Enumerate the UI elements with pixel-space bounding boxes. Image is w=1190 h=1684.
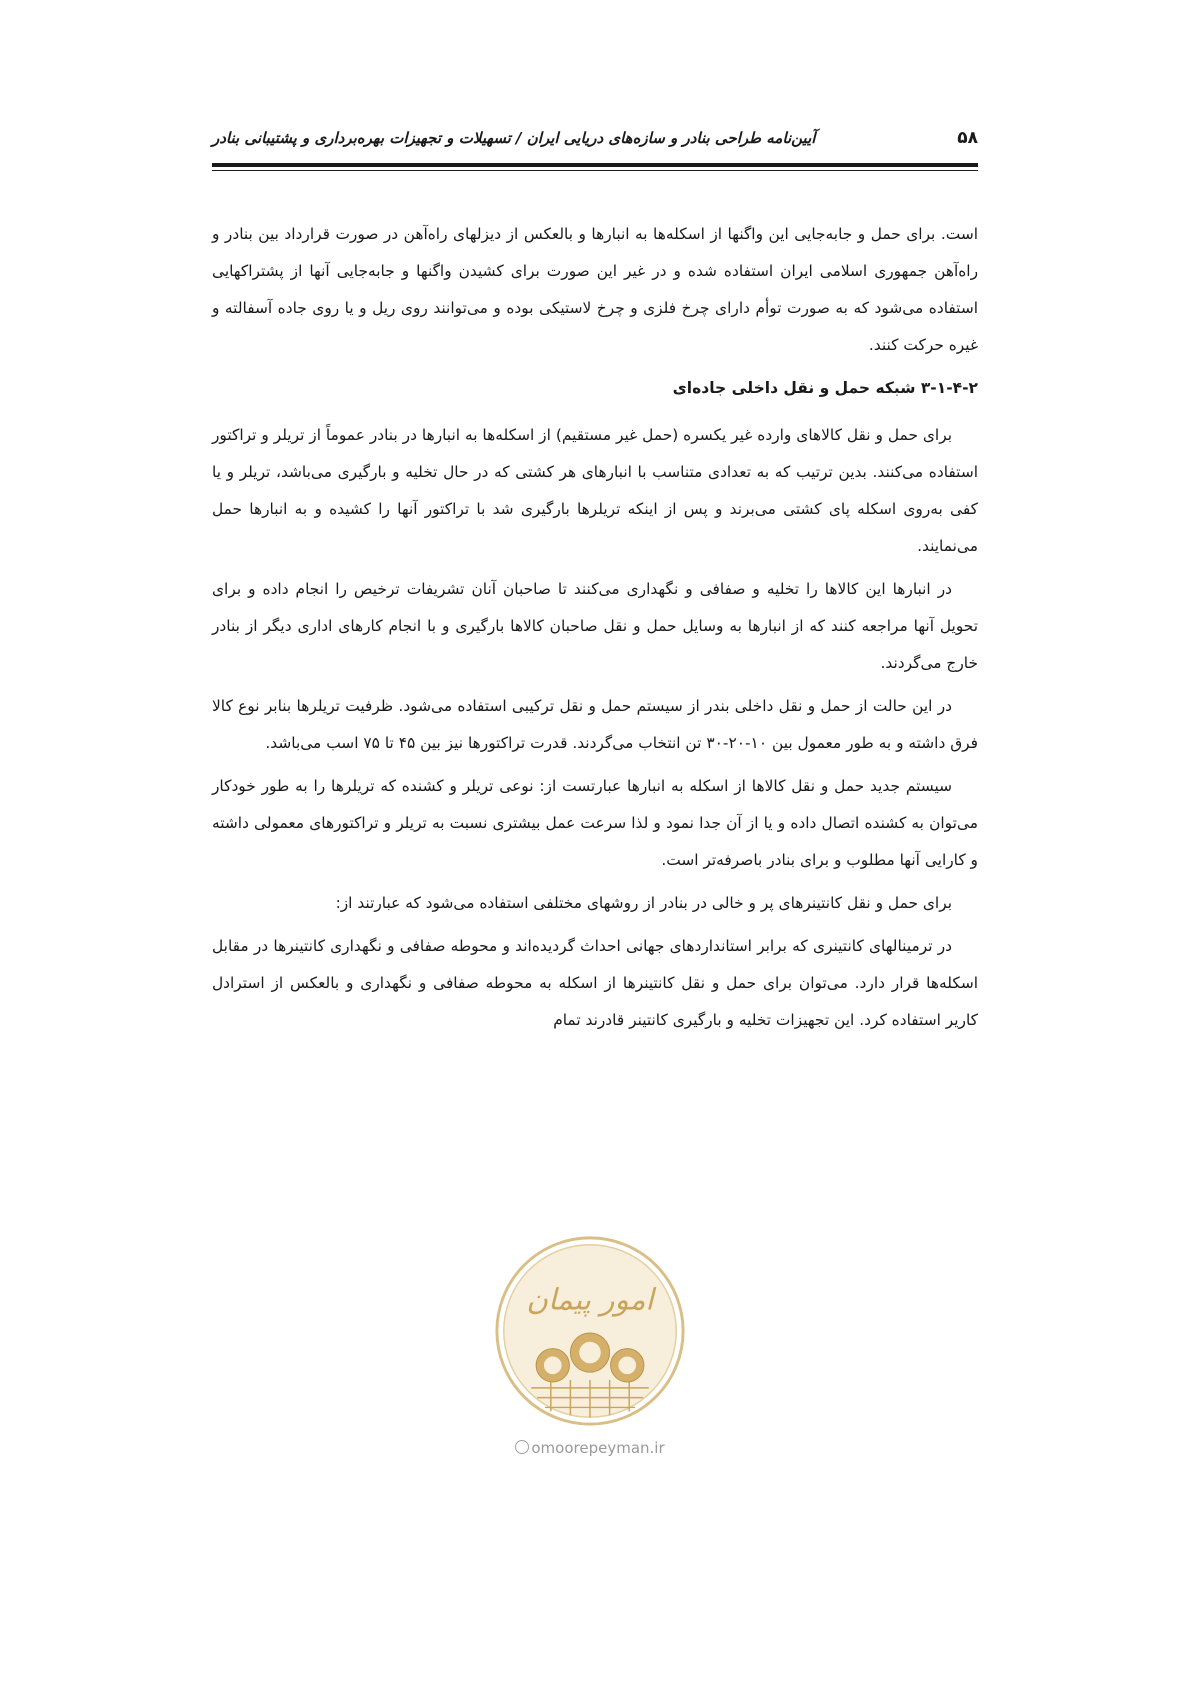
watermark-url-text: omoorepeyman.ir — [531, 1439, 665, 1457]
body-text — [212, 216, 978, 1045]
paragraph-3: در انبارها این کالاها را تخلیه و صفافی و نگهداری می‌کنند تا صاحبان آنان تشریفات ترخیص را انجام داده و برای تحویل آنها مراجعه کنند که از انبارها به وسایل حمل و نقل صاحبان کالاها بارگیری و با انجام کارهای اداری دیگر از بنادر خارج می‌گردند. — [212, 580, 978, 672]
header-rule-thin — [212, 170, 978, 171]
at-sign-icon — [515, 1440, 529, 1454]
paragraph-7: در ترمینالهای کانتینری که برابر استانداردهای جهانی احداث گردیده‌اند و محوطه صفافی و نگهداری کانتینرها در مقابل اسکله‌ها قرار دارد. می‌توان برای حمل و نقل کانتینرها از اسکله به محوطه صفافی و نگهداری و بالعکس از استرادل کاریر استفاده کرد. این تجهیزات تخلیه و بارگیری کانتینر قادرند تمام — [212, 937, 978, 1029]
paragraph-2: برای حمل و نقل کالاهای وارده غیر یکسره (حمل غیر مستقیم) از اسکله‌ها به انبارها در بنادر عموماً از تریلر و تراکتور استفاده می‌کنند. بدین ترتیب که به تعدادی متناسب با انبارهای هر کشتی که در حال تخلیه و بارگیری می‌باشد، تریلر و یا کفی به‌روی اسکله پای کشتی می‌برند و پس از اینکه تریلرها بارگیری شد با تراکتور آنها را کشیده و به انبارها حمل می‌نمایند. — [212, 426, 978, 555]
header-rule-thick — [212, 163, 978, 167]
paragraph-1: است. برای حمل و جابه‌جایی این واگنها از اسکله‌ها به انبارها و بالعکس از دیزلهای راه‌آهن در صورت قرارداد بین بنادر و راه‌آهن جمهوری اسلامی ایران استفاده شده و در غیر این صورت برای کشیدن واگنها و جابه‌جایی آنها از پشتراکهایی استفاده می‌شود که به صورت توأم دارای چرخ فلزی و چرخ لاستیکی بوده و می‌توانند روی ریل و یا روی جاده آسفالته و غیره حرکت کنند. — [212, 225, 978, 354]
omoore-peyman-logo-icon — [492, 1233, 688, 1429]
paragraph-4: در این حالت از حمل و نقل داخلی بندر از سیستم حمل و نقل ترکیبی استفاده می‌شود. ظرفیت تریلرها بنابر نوع کالا فرق داشته و به طور معمول بین ۱۰-۲۰-۳۰ تن انتخاب می‌گردند. قدرت تراکتورها نیز بین ۴۵ تا ۷۵ اسب می‌باشد. — [212, 697, 978, 752]
watermark-url — [440, 1439, 740, 1457]
logo-text: امور پیمان — [526, 1282, 654, 1317]
paragraph-5: سیستم جدید حمل و نقل کالاها از اسکله به انبارها عبارتست از: نوعی تریلر و کشنده که تریلرها را به طور خودکار می‌توان به کشنده اتصال داده و یا از آن جدا نمود و لذا سرعت عمل بیشتری نسبت به تریلر و تراکتورهای معمولی داشته و کارایی آنها مطلوب و برای بنادر باصرفه‌تر است. — [212, 777, 978, 869]
page-number: ۵۸ — [957, 128, 978, 148]
running-title: آیین‌نامه طراحی بنادر و سازه‌های دریایی ایران / تسهیلات و تجهیزات بهره‌برداری و پشتیبانی بنادر — [212, 129, 816, 147]
section-heading: ۳-۱-۴-۲ شبکه حمل و نقل داخلی جاده‌ای — [672, 379, 978, 397]
paragraph-6: برای حمل و نقل کانتینرهای پر و خالی در بنادر از روشهای مختلفی استفاده می‌شود که عبارتند از: — [335, 894, 952, 912]
